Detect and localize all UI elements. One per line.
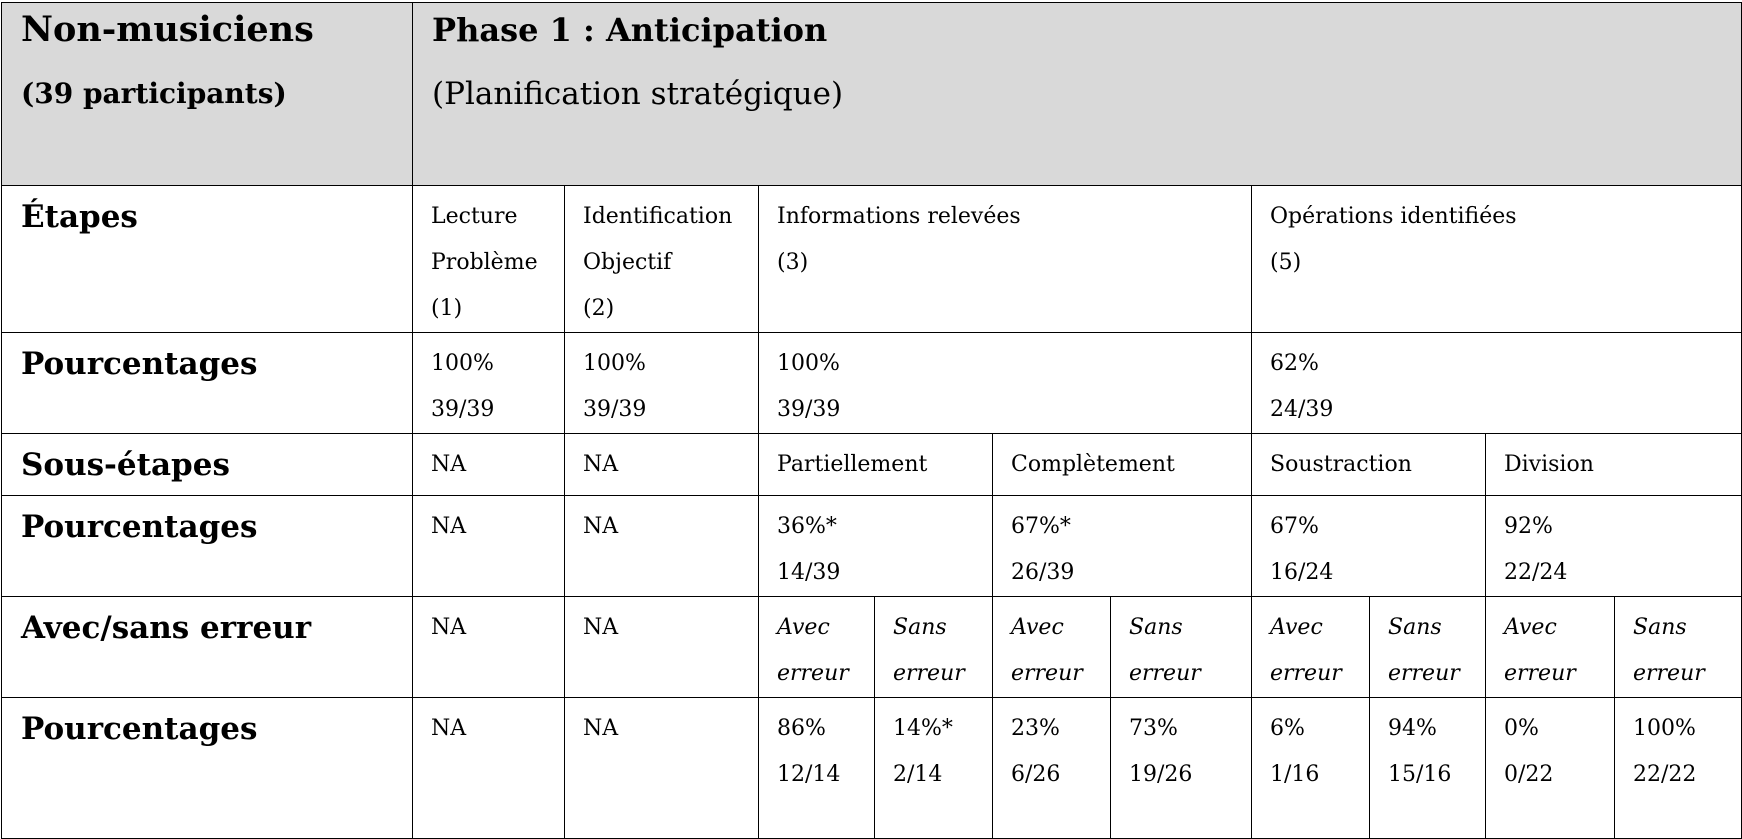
- cell-avec-identification: NA: [565, 597, 759, 698]
- cell-pct3-division-avec: 0% 0/22: [1486, 698, 1615, 839]
- cell-pct3-partiel-sans: 14%* 2/14: [875, 698, 993, 839]
- cell-pct3-partiel-avec: 86% 12/14: [759, 698, 875, 839]
- cell-pct3-division-sans: 100% 22/22: [1615, 698, 1742, 839]
- row-label-pourcentages: Pourcentages: [2, 333, 413, 434]
- cell-pct-partiellement: 36%* 14/39: [759, 496, 993, 597]
- cell-sous-lecture: NA: [413, 434, 565, 496]
- header-row: [2, 3, 1742, 186]
- cell-pct-division: 92% 22/24: [1486, 496, 1742, 597]
- cell-soustraction: Soustraction: [1252, 434, 1486, 496]
- cell-sans-erreur: Sans erreur: [1370, 597, 1486, 698]
- cell-division: Division: [1486, 434, 1742, 496]
- row-label-avec-sans-erreur: Avec/sans erreur: [2, 597, 413, 698]
- row-label-pourcentages: Pourcentages: [2, 496, 413, 597]
- cell-avec-erreur: Avec erreur: [759, 597, 875, 698]
- cell-pct-operations: 62% 24/39: [1252, 333, 1742, 434]
- pourcentages-row-2: [2, 496, 1742, 597]
- cell-pct-completement: 67%* 26/39: [993, 496, 1252, 597]
- group-subtitle: (39 participants): [21, 77, 287, 110]
- row-label-pourcentages: Pourcentages: [2, 698, 413, 839]
- cell-avec-erreur: Avec erreur: [1252, 597, 1370, 698]
- cell-avec-lecture: NA: [413, 597, 565, 698]
- cell-operations-identifiees: Opérations identifiées (5): [1252, 186, 1742, 333]
- phase-subtitle: (Planification stratégique): [432, 76, 844, 112]
- cell-pct-lecture: 100% 39/39: [413, 333, 565, 434]
- cell-sous-identification: NA: [565, 434, 759, 496]
- cell-pct2-lecture: NA: [413, 496, 565, 597]
- pourcentages-row-1: [2, 333, 1742, 434]
- cell-pct3-soustraction-avec: 6% 1/16: [1252, 698, 1370, 839]
- cell-pct2-identification: NA: [565, 496, 759, 597]
- row-label-etapes: Étapes: [2, 186, 413, 333]
- group-header-cell: [2, 3, 413, 186]
- cell-pct-informations: 100% 39/39: [759, 333, 1252, 434]
- cell-pct3-complet-sans: 73% 19/26: [1111, 698, 1252, 839]
- avec-sans-erreur-row: [2, 597, 1742, 698]
- cell-informations-relevees: Informations relevées (3): [759, 186, 1252, 333]
- pourcentages-row-3: [2, 698, 1742, 839]
- row-label-sous-etapes: Sous-étapes: [2, 434, 413, 496]
- cell-identification-objectif: Identification Objectif (2): [565, 186, 759, 333]
- cell-completement: Complètement: [993, 434, 1252, 496]
- cell-sans-erreur: Sans erreur: [1615, 597, 1742, 698]
- phase-header-cell: [413, 3, 1742, 186]
- cell-sans-erreur: Sans erreur: [1111, 597, 1252, 698]
- cell-partiellement: Partiellement: [759, 434, 993, 496]
- phase-title: Phase 1 : Anticipation: [432, 11, 828, 49]
- group-title: Non-musiciens: [21, 9, 314, 50]
- cell-avec-erreur: Avec erreur: [1486, 597, 1615, 698]
- cell-avec-erreur: Avec erreur: [993, 597, 1111, 698]
- sous-etapes-row: [2, 434, 1742, 496]
- cell-pct3-lecture: NA: [413, 698, 565, 839]
- cell-pct3-identification: NA: [565, 698, 759, 839]
- cell-pct-soustraction: 67% 16/24: [1252, 496, 1486, 597]
- etapes-row: [2, 186, 1742, 333]
- cell-pct3-complet-avec: 23% 6/26: [993, 698, 1111, 839]
- cell-pct3-soustraction-sans: 94% 15/16: [1370, 698, 1486, 839]
- cell-sans-erreur: Sans erreur: [875, 597, 993, 698]
- results-table: [1, 2, 1742, 839]
- cell-lecture-probleme: Lecture Problème (1): [413, 186, 565, 333]
- cell-pct-identification: 100% 39/39: [565, 333, 759, 434]
